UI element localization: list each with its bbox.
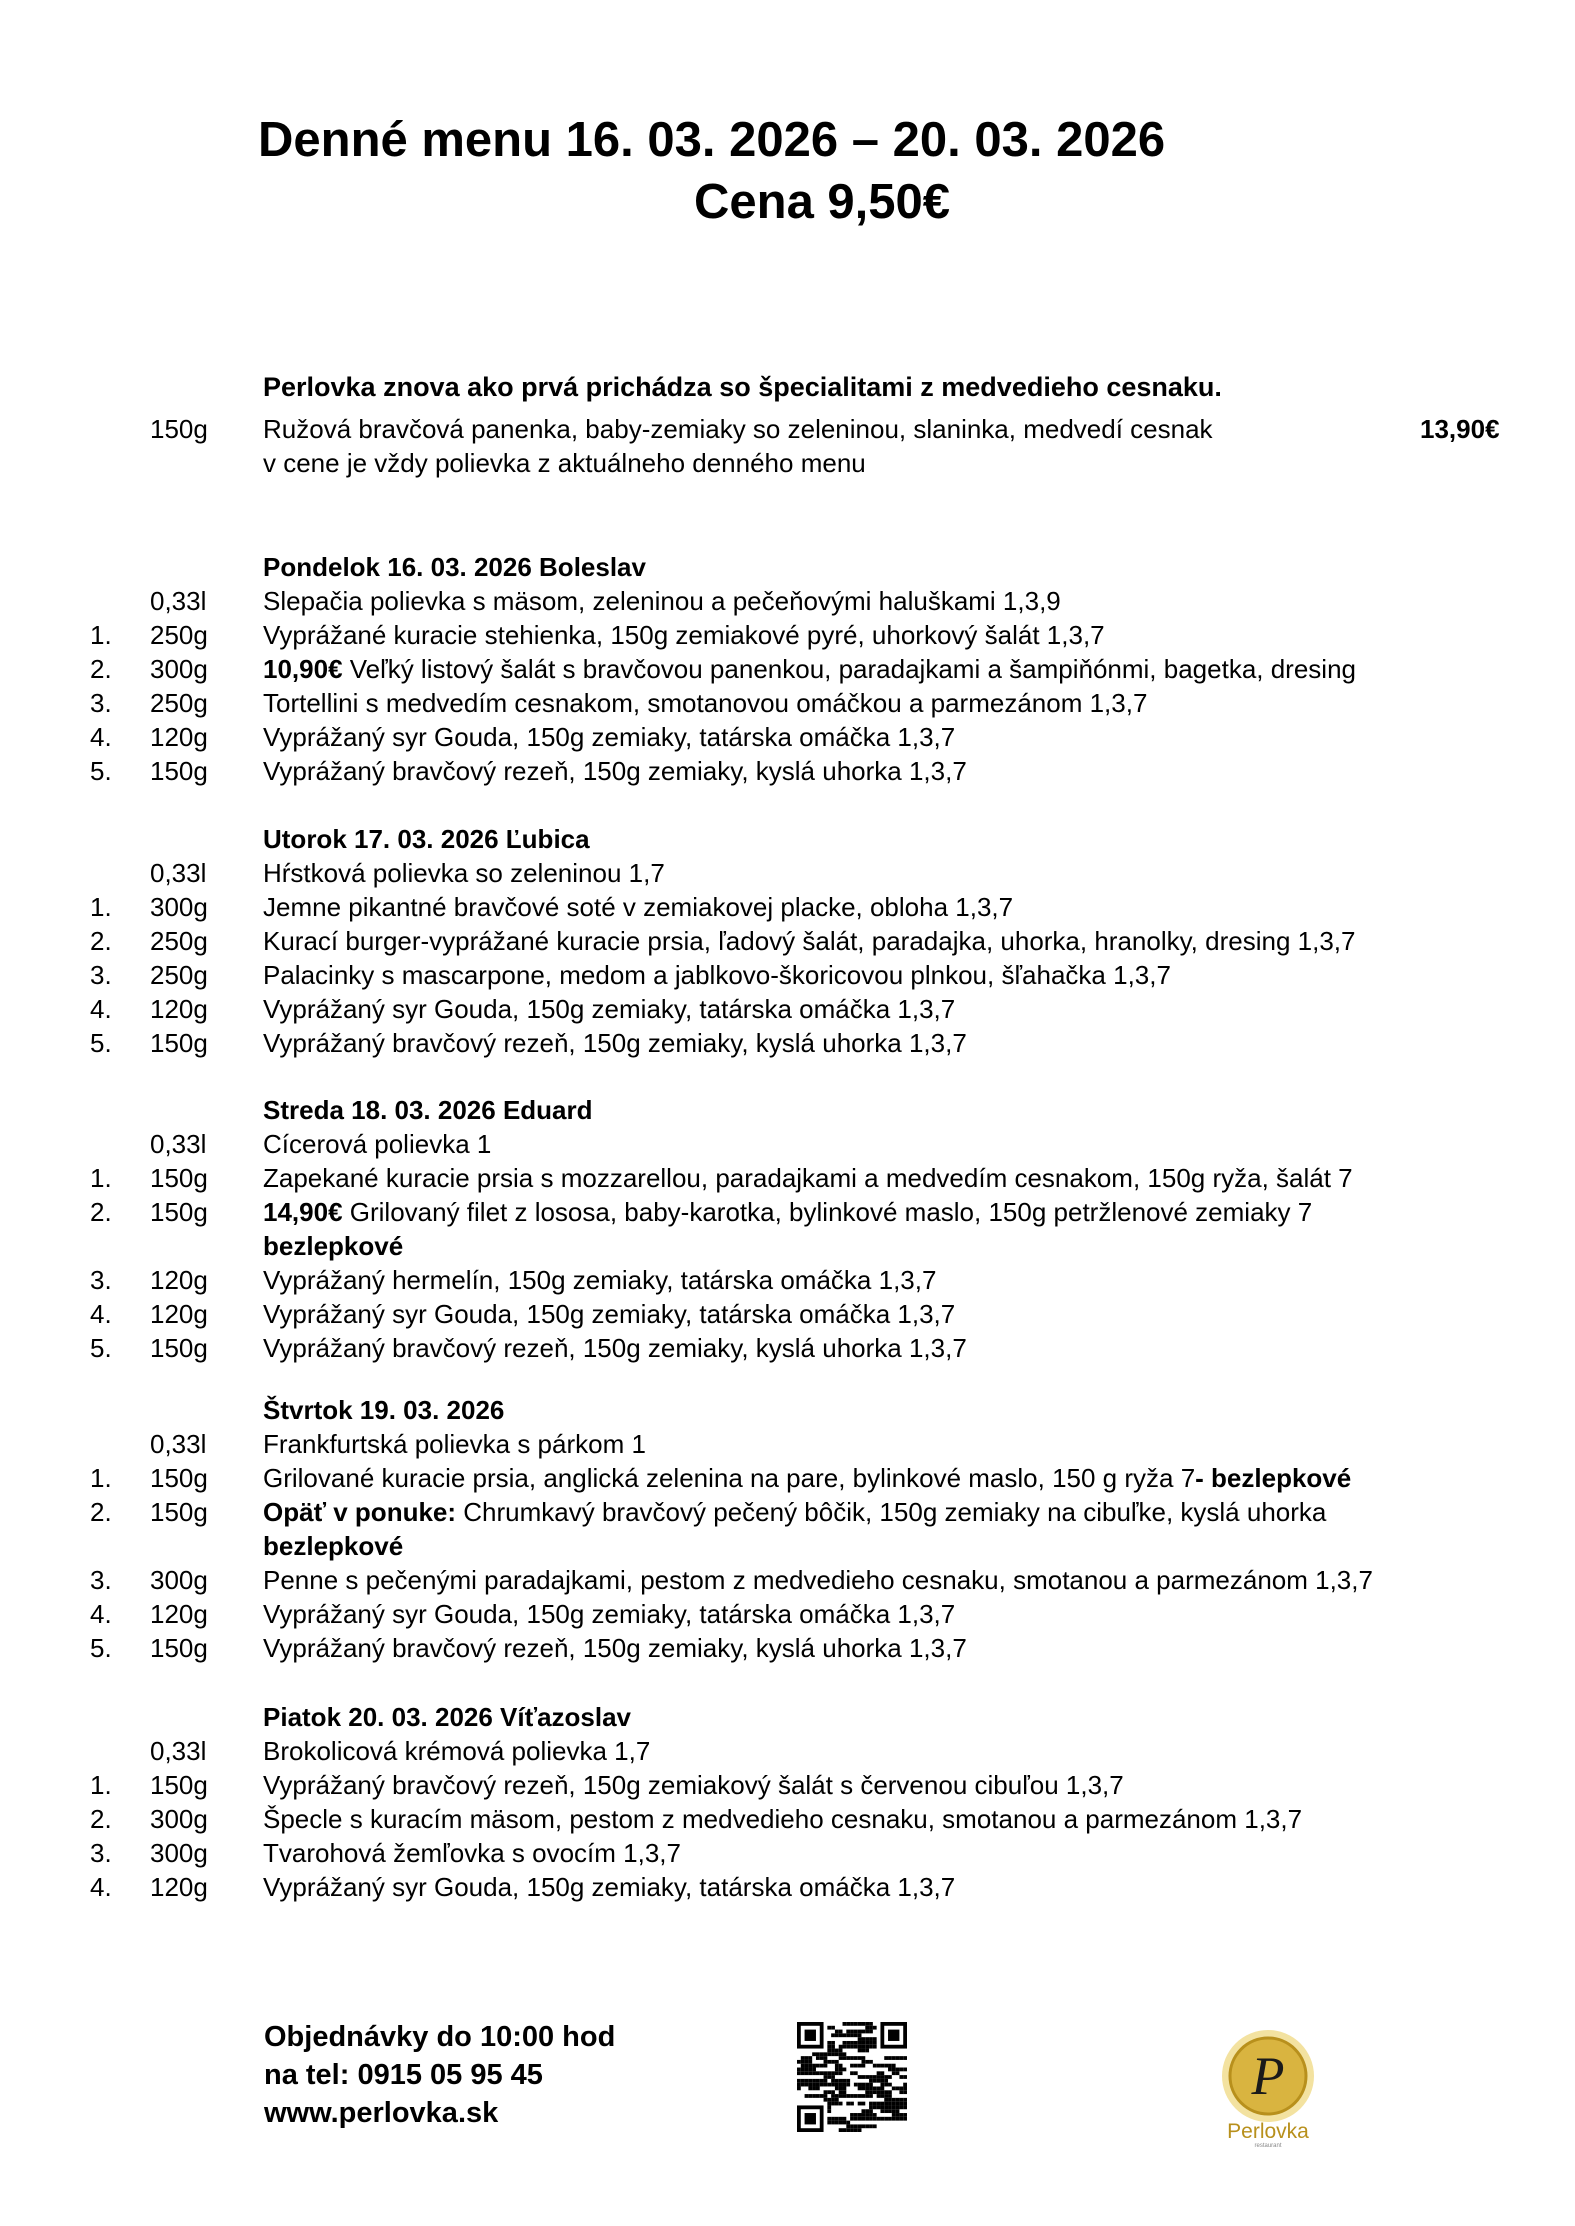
item-text: Grilovaný filet z lososa, baby-karotka, bylinkové maslo, 150g petržlenové zemiaky 7 (342, 1197, 1313, 1227)
item-desc (263, 686, 1147, 720)
order-deadline: Objednávky do 10:00 hod (264, 2021, 616, 2053)
item-qty: 150g (150, 1497, 208, 1527)
item-qty: 150g (150, 1770, 208, 1800)
item-desc (263, 1297, 955, 1331)
item-qty: 150g (150, 756, 208, 786)
qr-code-icon[interactable] (797, 2022, 907, 2132)
order-phone: na tel: 0915 05 95 45 (264, 2059, 543, 2091)
item-number: 1. (90, 1463, 112, 1493)
item-number: 3. (90, 1265, 112, 1295)
order-info (264, 2018, 615, 2132)
item-qty: 120g (150, 1299, 208, 1329)
item-number: 4. (90, 1599, 112, 1629)
item-text: Penne s pečenými paradajkami, pestom z medvedieho cesnaku, smotanou a parmezánom 1,3,7 (263, 1565, 1373, 1595)
day-heading: Štvrtok 19. 03. 2026 (263, 1395, 505, 1425)
day-heading: Piatok 20. 03. 2026 Víťazoslav (263, 1702, 632, 1732)
item-desc (263, 1802, 1302, 1836)
soup-desc: Cícerová polievka 1 (263, 1129, 492, 1159)
gluten-free-badge: - bezlepkové (1195, 1463, 1352, 1493)
item-desc (263, 1870, 955, 1904)
item-qty: 250g (150, 926, 208, 956)
item-desc (263, 652, 1356, 686)
item-number: 2. (90, 1197, 112, 1227)
item-qty: 300g (150, 654, 208, 684)
item-desc (263, 1195, 1312, 1229)
item-number: 5. (90, 756, 112, 786)
item-qty: 300g (150, 1804, 208, 1834)
menu-price: Cena 9,50€ (694, 175, 951, 229)
website-link[interactable]: www.perlovka.sk (264, 2097, 499, 2129)
item-qty: 120g (150, 1265, 208, 1295)
item-qty: 150g (150, 1197, 208, 1227)
item-highlight: Opäť v ponuke: (263, 1497, 457, 1527)
item-number: 4. (90, 1872, 112, 1902)
day-heading: Pondelok 16. 03. 2026 Boleslav (263, 552, 646, 582)
item-number: 5. (90, 1333, 112, 1363)
item-qty: 250g (150, 960, 208, 990)
item-text: Jemne pikantné bravčové soté v zemiakovej placke, obloha 1,3,7 (263, 892, 1014, 922)
item-desc (263, 720, 955, 754)
item-number: 4. (90, 1299, 112, 1329)
item-qty: 150g (150, 1333, 208, 1363)
item-desc (263, 1461, 1351, 1495)
soup-qty: 0,33l (150, 1736, 207, 1766)
perlovka-logo-icon (1203, 2020, 1333, 2150)
special-price: 13,90€ (1420, 414, 1500, 444)
special-desc: Ružová bravčová panenka, baby-zemiaky so zeleninou, slaninka, medvedí cesnak (263, 414, 1213, 444)
item-number: 1. (90, 1163, 112, 1193)
item-text: Vyprážaný bravčový rezeň, 150g zemiaky, kyslá uhorka 1,3,7 (263, 1633, 967, 1663)
item-text: Vyprážaný syr Gouda, 150g zemiaky, tatárska omáčka 1,3,7 (263, 722, 956, 752)
item-text: Vyprážané kuracie stehienka, 150g zemiakové pyré, uhorkový šalát 1,3,7 (263, 620, 1105, 650)
item-number: 4. (90, 722, 112, 752)
item-qty: 150g (150, 1463, 208, 1493)
item-text: Chrumkavý bravčový pečený bôčik, 150g zemiaky na cibuľke, kyslá uhorka (456, 1497, 1327, 1527)
item-text: Vyprážaný syr Gouda, 150g zemiaky, tatárska omáčka 1,3,7 (263, 1299, 956, 1329)
item-number: 5. (90, 1633, 112, 1663)
item-qty: 250g (150, 688, 208, 718)
item-number: 3. (90, 1565, 112, 1595)
gluten-free-badge: bezlepkové (263, 1231, 404, 1261)
item-number: 2. (90, 1497, 112, 1527)
item-number: 3. (90, 688, 112, 718)
soup-qty: 0,33l (150, 858, 207, 888)
item-qty: 300g (150, 1838, 208, 1868)
item-text: Vyprážaný bravčový rezeň, 150g zemiaky, kyslá uhorka 1,3,7 (263, 1333, 967, 1363)
logo-tagline: restaurant (1254, 2143, 1282, 2149)
item-number: 3. (90, 960, 112, 990)
item-qty: 120g (150, 722, 208, 752)
item-desc (263, 754, 967, 788)
item-number: 1. (90, 892, 112, 922)
item-desc (263, 1563, 1373, 1597)
logo-name: Perlovka (1227, 2120, 1309, 2143)
item-qty: 150g (150, 1633, 208, 1663)
item-desc (263, 1597, 955, 1631)
item-qty: 300g (150, 1565, 208, 1595)
soup-desc: Hŕstková polievka so zeleninou 1,7 (263, 858, 665, 888)
item-highlight: 10,90€ (263, 654, 343, 684)
day-heading: Streda 18. 03. 2026 Eduard (263, 1095, 593, 1125)
item-desc (263, 1836, 681, 1870)
item-desc (263, 924, 1355, 958)
item-text: Vyprážaný syr Gouda, 150g zemiaky, tatárska omáčka 1,3,7 (263, 1872, 956, 1902)
item-text: Zapekané kuracie prsia s mozzarellou, paradajkami a medvedím cesnakom, 150g ryža, šalát 7 (263, 1163, 1353, 1193)
item-text: Špecle s kuracím mäsom, pestom z medvedieho cesnaku, smotanou a parmezánom 1,3,7 (263, 1804, 1303, 1834)
item-number: 3. (90, 1838, 112, 1868)
item-number: 1. (90, 1770, 112, 1800)
item-desc (263, 1631, 967, 1665)
item-number: 2. (90, 1804, 112, 1834)
item-qty: 120g (150, 1872, 208, 1902)
item-text: Palacinky s mascarpone, medom a jablkovo-škoricovou plnkou, šľahačka 1,3,7 (263, 960, 1171, 990)
item-desc (263, 992, 955, 1026)
item-qty: 120g (150, 1599, 208, 1629)
item-desc (263, 1161, 1353, 1195)
special-note: v cene je vždy polievka z aktuálneho denného menu (263, 448, 866, 478)
page-title: Denné menu 16. 03. 2026 – 20. 03. 2026 (258, 113, 1166, 167)
item-desc (263, 618, 1105, 652)
item-qty: 150g (150, 1163, 208, 1193)
item-desc (263, 1026, 967, 1060)
item-number: 2. (90, 926, 112, 956)
day-heading: Utorok 17. 03. 2026 Ľubica (263, 824, 590, 854)
item-text: Tortellini s medvedím cesnakom, smotanovou omáčkou a parmezánom 1,3,7 (263, 688, 1148, 718)
item-qty: 120g (150, 994, 208, 1024)
gluten-free-badge: bezlepkové (263, 1531, 404, 1561)
item-number: 2. (90, 654, 112, 684)
item-desc (263, 1495, 1326, 1529)
item-text: Vyprážaný bravčový rezeň, 150g zemiaky, kyslá uhorka 1,3,7 (263, 1028, 967, 1058)
item-desc (263, 958, 1171, 992)
item-qty: 150g (150, 1028, 208, 1058)
logo-letter: P (1251, 2046, 1285, 2106)
item-desc (263, 1331, 967, 1365)
item-qty: 300g (150, 892, 208, 922)
special-qty: 150g (150, 414, 208, 444)
item-desc (263, 890, 1013, 924)
soup-qty: 0,33l (150, 586, 207, 616)
item-text: Vyprážaný bravčový rezeň, 150g zemiaky, kyslá uhorka 1,3,7 (263, 756, 967, 786)
item-number: 4. (90, 994, 112, 1024)
item-text: Vyprážaný bravčový rezeň, 150g zemiakový šalát s červenou cibuľou 1,3,7 (263, 1770, 1124, 1800)
soup-desc: Frankfurtská polievka s párkom 1 (263, 1429, 646, 1459)
item-text: Vyprážaný hermelín, 150g zemiaky, tatárska omáčka 1,3,7 (263, 1265, 937, 1295)
soup-qty: 0,33l (150, 1129, 207, 1159)
item-highlight: 14,90€ (263, 1197, 343, 1227)
item-desc (263, 1263, 936, 1297)
soup-desc: Brokolicová krémová polievka 1,7 (263, 1736, 651, 1766)
item-text: Tvarohová žemľovka s ovocím 1,3,7 (263, 1838, 681, 1868)
item-text: Veľký listový šalát s bravčovou panenkou, paradajkami a šampiňónmi, bagetka, dresing (342, 654, 1356, 684)
item-desc (263, 1768, 1124, 1802)
item-number: 5. (90, 1028, 112, 1058)
item-text: Grilované kuracie prsia, anglická zelenina na pare, bylinkové maslo, 150 g ryža 7 (263, 1463, 1196, 1493)
special-heading: Perlovka znova ako prvá prichádza so špecialitami z medvedieho cesnaku. (263, 372, 1222, 402)
item-text: Kurací burger-vyprážané kuracie prsia, ľadový šalát, paradajka, uhorka, hranolky, dresing 1,3,7 (263, 926, 1356, 956)
item-number: 1. (90, 620, 112, 650)
item-qty: 250g (150, 620, 208, 650)
soup-desc: Slepačia polievka s mäsom, zeleninou a pečeňovými haluškami 1,3,9 (263, 586, 1061, 616)
item-text: Vyprážaný syr Gouda, 150g zemiaky, tatárska omáčka 1,3,7 (263, 994, 956, 1024)
item-text: Vyprážaný syr Gouda, 150g zemiaky, tatárska omáčka 1,3,7 (263, 1599, 956, 1629)
soup-qty: 0,33l (150, 1429, 207, 1459)
